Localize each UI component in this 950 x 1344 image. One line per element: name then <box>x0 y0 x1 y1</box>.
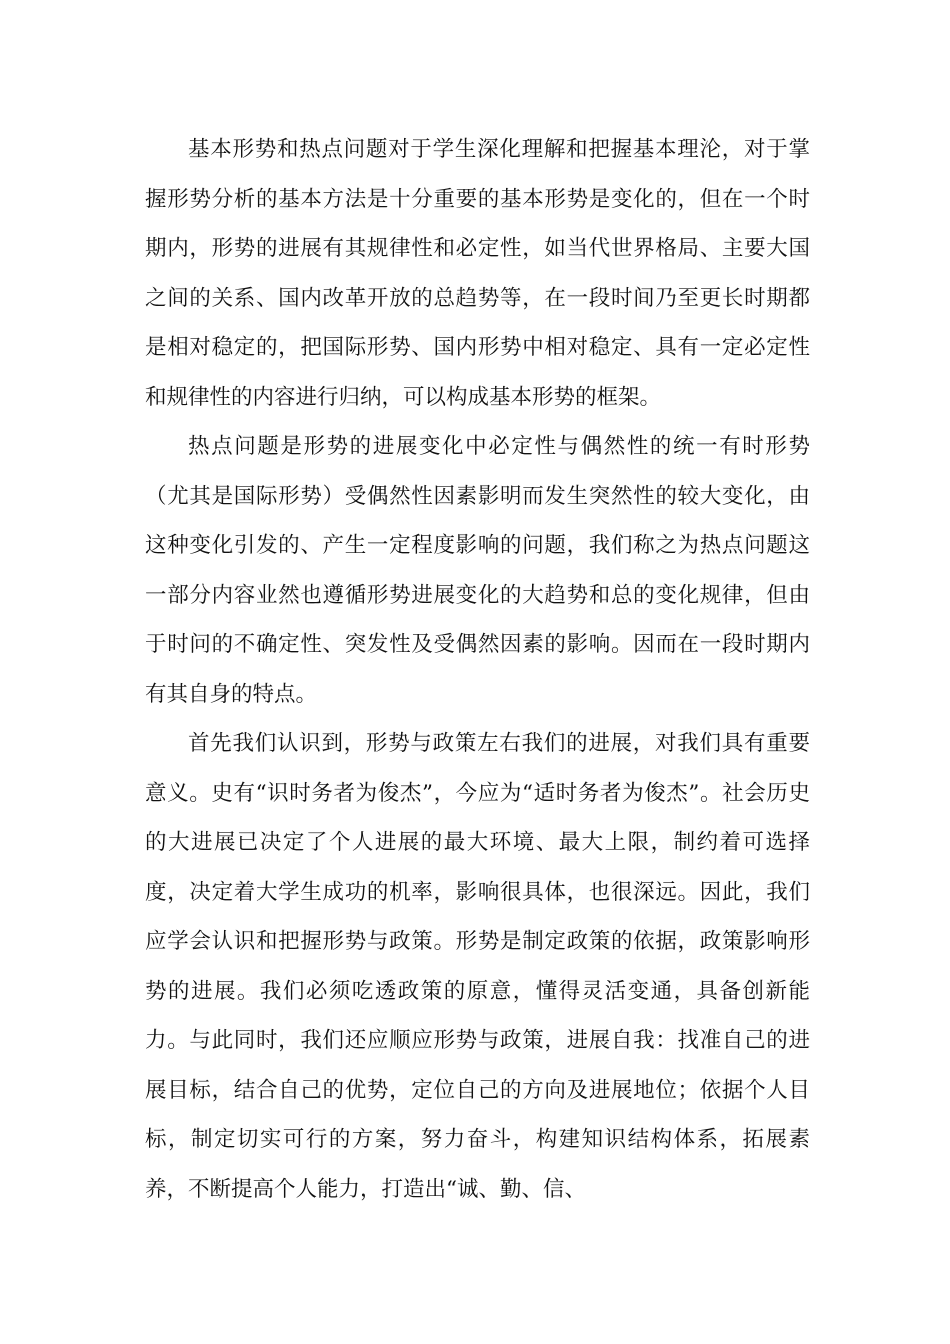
paragraph-basic-situation: 基本形势和热点问题对于学生深化理解和把握基本理沦，对于掌握形势分析的基本方法是十分重要的基本形势是变化的，但在一个时期内，形势的进展有其规律性和必定性，如当代世界格局、主要大国之间的关系、国内改革开放的总趋势等，在一段时间乃至更长时期都是相对稳定的，把国际形势、国内形势中相对稳定、具有一定必定性和规律性的内容进行归纳，可以构成基本形势的框架。 <box>145 137 810 410</box>
paragraph-significance: 首先我们认识到，形势与政策左右我们的进展，对我们具有重要意义。史有“识时务者为俊杰”，今应为“适时务者为俊杰”。社会历史的大进展已决定了个人进展的最大环境、最大上限，制约着可选择度，决定着大学生成功的机率，影响很具体，也很深远。因此，我们应学会认识和把握形势与政策。形势是制定政策的依据，政策影响形势的进展。我们必须吃透政策的原意，懂得灵活变通，具备创新能力。与此同时，我们还应顺应形势与政策，进展自我：找准自己的进展目标，结合自己的优势，定位自己的方向及进展地位；依据个人目标，制定切实可行的方案，努力奋斗，构建知识结构体系，拓展素养，不断提高个人能力，打造出“诚、勤、信、 <box>145 731 810 1202</box>
document-body <box>145 125 810 1214</box>
paragraph-hot-issues: 热点问题是形势的进展变化中必定性与偶然性的统一有时形势（尤其是国际形势）受偶然性因素影明而发生突然性的较大变化，由这种变化引发的、产生一定程度影响的问题，我们称之为热点问题这一部分内容业然也遵循形势进展变化的大趋势和总的变化规律，但由于时问的不确定性、突发性及受偶然因素的影响。因而在一段时期内有其自身的特点。 <box>145 434 810 707</box>
